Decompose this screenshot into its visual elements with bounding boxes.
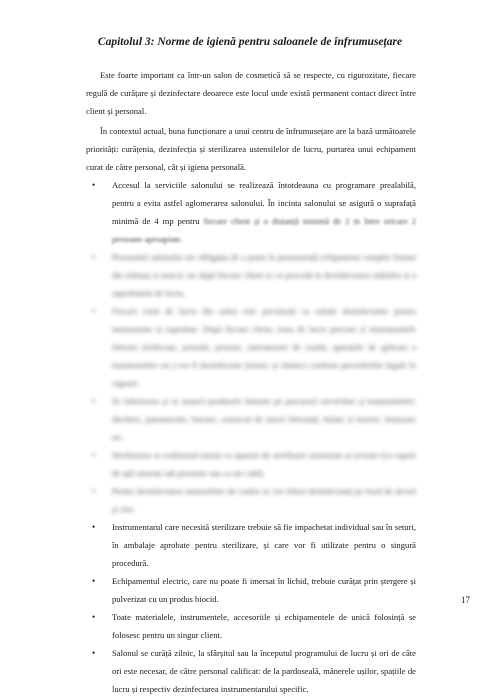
bullet-icon: • xyxy=(92,576,96,586)
bullet-icon: • xyxy=(92,522,96,532)
bullet-icon: • xyxy=(92,450,96,460)
list-item xyxy=(86,518,416,572)
list-item-text-blurred: Pentru dezinfectarea ustensilelor de coafor se vor folosi dezinfectanți pe bază de alcool și clor. xyxy=(112,486,416,514)
list-item xyxy=(86,392,416,446)
bullet-icon: • xyxy=(92,396,96,406)
list-item-text: Toate materialele, instrumentele, accesoriile și echipamentele de unică folosință se folosesc pentru un singur client. xyxy=(112,612,416,640)
list-item xyxy=(86,248,416,302)
list-item-text: Echipamentul electric, care nu poate fi imersat în lichid, trebuie curățat prin ștergere și pulverizat cu un produs biocid. xyxy=(112,576,416,604)
list-item-text: Accesul la serviciile salonului se realizează întotdeauna cu programare prealabilă, pentru a evita astfel aglomerarea salonului. În incinta salonului se asigură o suprafață minimă de 4 mp pentru xyxy=(112,180,416,226)
list-item-text-blurred: fiecare client și o distanță minimă de 2 m între oricare 2 persoane aproapiate. xyxy=(112,216,416,244)
list-item xyxy=(86,644,416,698)
list-item-text-blurred: Personalul salonului are obligația de a purta în permanență echipament complet format din mănuși și mască, iar după fiecare client se va proceda la dezinfectarea mâinilor și a suprafețelor de lucru. xyxy=(112,252,416,298)
list-item xyxy=(86,446,416,482)
list-item xyxy=(86,302,416,392)
chapter-title: Capitolul 3: Norme de igienă pentru saloanele de înfrumusețare xyxy=(97,36,403,48)
list-item-text: Instrumentarul care necesită sterilizare trebuie să fie impachetat individual sau în seturi, în ambalaje aprobate pentru sterilizare, și care vor fi utilizate pentru o singură procedură. xyxy=(112,522,416,568)
paragraph: Este foarte important ca într-un salon de cosmetică să se respecte, cu rigurozitate, fiecare regulă de curățare și dezinfectare deoarece este locul unde există permanent contact direct între client și personal. xyxy=(86,70,416,116)
bullet-icon: • xyxy=(92,612,96,622)
paragraph: În contextul actual, buna funcționare a unui centru de înfrumusețare are la bază următoarele priorități: curățenia, dezinfecția și sterilizarea ustensilelor de lucru, purtarea unui echipament curat de către personal, cât și igiena personală. xyxy=(86,126,416,172)
bullet-icon: • xyxy=(92,180,96,190)
list-item xyxy=(86,572,416,608)
page-number: 17 xyxy=(461,595,470,605)
list-item-text: Salonul se curăță zilnic, la sfârșitul sau la începutul programului de lucru și ori de câte ori este necesar, de către personal calificat: de la pardoseală, mânerele ușilor, spațiile de lucru și respectiv dezinfectarea instrumentarului specific. xyxy=(112,648,416,694)
bullet-icon: • xyxy=(92,486,96,496)
list-item-text-blurred: Fiecare zonă de lucru din salon este prevăzută cu soluții dezinfectante pentru instrumente și suprafețe. După fiecare client, zona de lucru precum și instrumentele folosite (forfecuțe, pensule, pensete, instrumente de coafat, aparatele de aplicare a tratamentelor etc.) vor fi dezinfectate (termic și chimic) conform prevederilor legale în vigoare. xyxy=(112,306,416,388)
bullet-icon: • xyxy=(92,306,96,316)
list-item xyxy=(86,608,416,644)
bullet-list xyxy=(86,176,416,698)
list-item xyxy=(86,482,416,518)
list-item-text-blurred: Se lubrizeaza și se aruncă produsele folosite pe parcursul serviciilor și tratamentelor: dischete, pansamente, bureței, consecul de unică folosință, halate și bonete, bețișoare etc. xyxy=(112,396,416,442)
list-item xyxy=(86,176,416,248)
document-body xyxy=(86,66,416,698)
bullet-icon: • xyxy=(92,648,96,658)
bullet-icon: • xyxy=(92,252,96,262)
list-item-text-blurred: Sterilizarea se realizează numai cu aparate de sterilizare autorizate și avizate (cu vapori de apă saturați sub presiune sau cu aer cald). xyxy=(112,450,416,478)
